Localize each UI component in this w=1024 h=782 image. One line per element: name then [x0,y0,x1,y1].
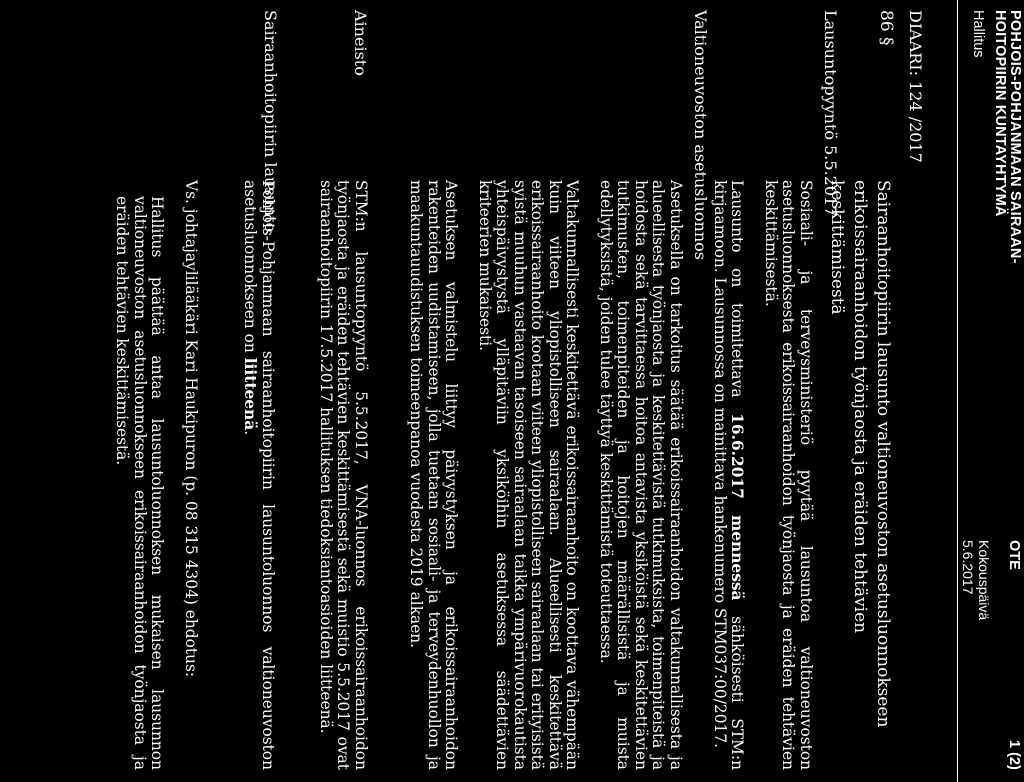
doc-type: OTE [1006,540,1022,570]
paragraph-text [241,180,276,770]
paragraph-text: Valtakunnallisesti keskitettävä erikoissairaanhoito on koottava vähempään kuin viiteen yliopistolliseen sairaalaan. Alueellisesti keskitettävä erikoissairaanhoito kootaan viiteen yliopistolliseen sairaalaan tai erityisistä syistä muuhun vastaavan tasoiseen sairaalaan taikka ympärivuorokautista yhteispäivystystä ylläpitäviin yksiköihin asetuksessa säädettävien kriteerien mukaisesti. [476,180,582,770]
organization-name [992,10,1022,264]
org-line-2: HOITOPIIRIN KUNTAYHTYMÄ [992,10,1008,217]
decision-text: Hallitus päättää antaa lausuntoluonnoksen mukaisen lausunnon valtioneuvoston asetusluonnokseen erikoissairaanhoidon työnjaosta ja eräiden tehtävien keskittämisestä. [113,196,167,770]
paragraph-text: Asetuksella on tarkoitus säätää erikoissairaanhoidon valtakunnallisesta ja alueellisesta työnjaosta ja keskitettävistä tutkimuksista, toimenpiteistä ja hoidosta sekä tarvittaessa hoitoa antavista yksiköistä sekä keskitettävien tutkimusten, toimenpiteiden ja hoitojen määrällisistä ja muista edellytyksistä, joiden tulee täyttyä keskittämistä toteuttaessa. [597,180,685,770]
meeting-date-label: Kokouspäivä [976,540,992,621]
paragraph-title: Sairaanhoitopiirin lausunto valtioneuvoston asetusluonnokseen erikoissairaanhoidon työnjaosta ja eräiden tehtävien keskittämisestä [827,180,893,728]
section-text-asetusluonnos [407,180,684,770]
text-run: Pohjois-Pohjanmaan sairaanhoitopiirin lausuntoluonnos valtioneuvoston asetusluonnokseen on [241,180,277,770]
meeting-date: 5.6.2017 [960,540,976,595]
attachment-bold: liitteenä [241,357,260,431]
text-run: . [241,430,260,436]
section-label-aineisto: Aineisto [351,10,370,76]
section-label-lausunto: Sairaanhoitopiirin lausunto [261,10,280,233]
body-name: Hallitus [970,10,986,58]
paragraph-text: STM:n lausuntopyyntö 5.5.2017, VNA-luonnos erikoissairaanhoidon työnjaosta ja eräiden tehtävien keskittämisestä sekä muistio 5.5.2017 ovat sairaanhoitopiirin 17.5.2017 hallituksen tiedoksiantoasioiden liitteenä. [317,180,370,770]
header-divider [957,0,958,782]
org-line-1: POHJOIS-POHJANMAAN SAIRAAN- [1007,10,1023,264]
deadline-bold: 16.6.2017 mennessä [728,413,747,601]
proposer-line: Vs. johtajaylilääkäri Kari Haukipuron (p. 08 315 4304) ehdotus: [182,180,200,678]
paragraph-text: Sosiaali- ja terveysministeriö pyytää lausuntoa valtioneuvoston asetusluonnoksesta erikoissairaanhoidon työnjaosta ja eräiden tehtävien keskittämisestä. [762,180,815,770]
page-number: 1 (2) [1006,740,1022,770]
paragraph-number: 86 § [876,10,896,46]
paragraph-text [711,180,746,770]
paragraph-text: Asetuksen valmistelu liittyy päivystyksen ja erikoissairaanhoidon rakenteiden uudistamiseen, jolla tuetaan sosiaali- ja terveydenhuollon ja maakuntauudistuksen toimeenpanoa vuodesta 2019 alkaen. [407,180,461,770]
section-label-asetusluonnos: Valtioneuvoston asetusluonnos [691,10,710,261]
section-label-lausuntopyynto: Lausuntopyyntö 5.5.2017 [821,10,840,217]
section-text-lausunto [241,180,276,770]
text-run: sähköisesti STM:n kirjaamoon. Lausunnossa on mainittava hankenumero STM037:00/2017. [711,180,747,770]
text-run: Lausunto on toimitettava [728,180,747,414]
section-text-aineisto [317,180,370,770]
diary-number: DIAARI: 124 /2017 [906,10,925,163]
proposal-text [113,180,199,770]
section-text-lausuntopyynto [711,180,815,770]
